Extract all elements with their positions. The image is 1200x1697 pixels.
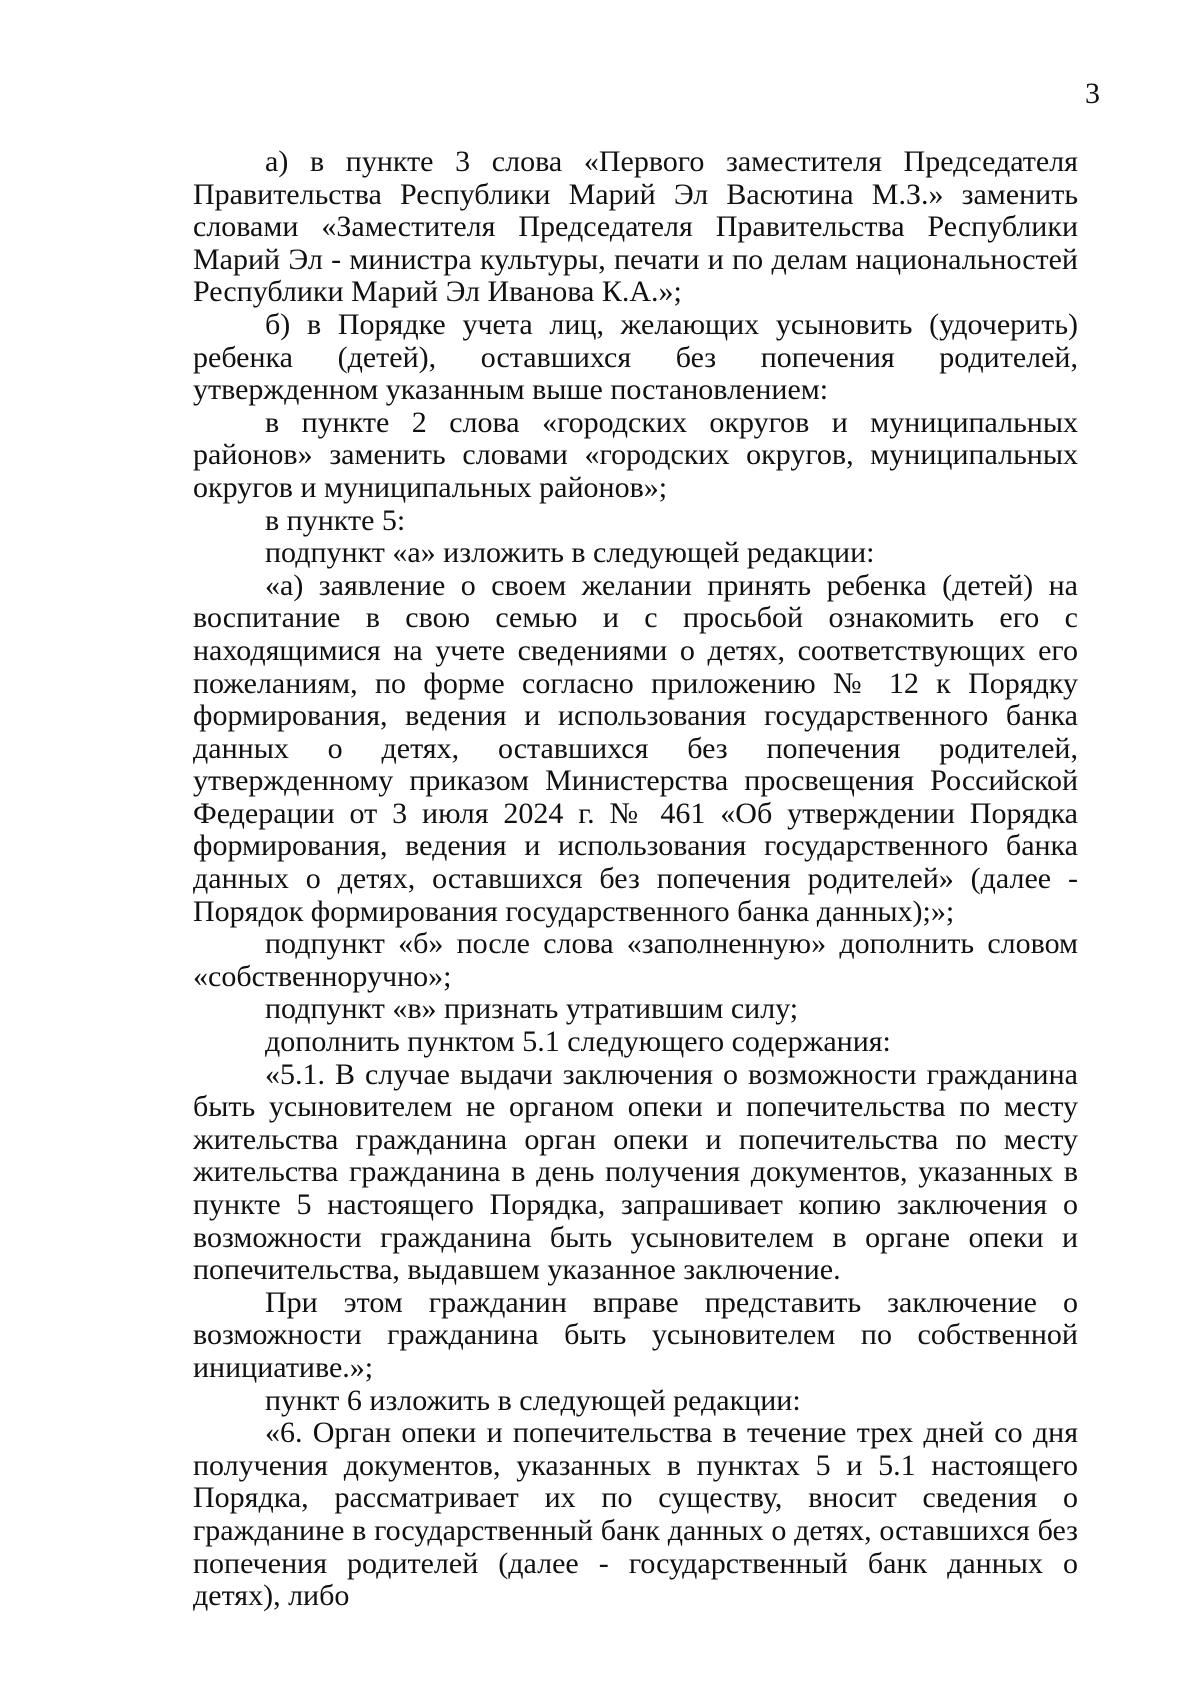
paragraph-point-5-1-text: «5.1. В случае выдачи заключения о возможности гражданина быть усыновителем не органом опеки и попечительства по месту жительства гражданина орган опеки и попечительства по месту жительства гражданина в день получения документов, указанных в пункте 5 настоящего Порядка, запрашивает копию заключения о возможности гражданина быть усыновителем в органе опеки и попечительства, выдавшем указанное заключение. — [193, 1057, 1078, 1287]
paragraph-subpoint-b: подпункт «б» после слова «заполненную» дополнить словом «собственноручно»; — [193, 927, 1078, 993]
paragraph-amendment-b: б) в Порядке учета лиц, желающих усыновить (удочерить) ребенка (детей), оставшихся без попечения родителей, утвержденном указанным выше постановлением: — [193, 307, 1078, 407]
paragraph-point-5: в пункте 5: — [265, 503, 406, 537]
paragraph-add-point-5-1: дополнить пунктом 5.1 следующего содержания: — [265, 1025, 891, 1059]
paragraph-point-6-text: «6. Орган опеки и попечительства в течение трех дней со дня получения документов, указанных в пунктах 5 и 5.1 настоящего Порядка, рассматривает их по существу, вносит сведения о гражданине в государственный банк данных о детях, оставшихся без попечения родителей (далее - государственный банк данных о детях), либо — [193, 1416, 1078, 1613]
paragraph-amendment-a: а) в пункте 3 слова «Первого заместителя Председателя Правительства Республики Марий Эл Васютина М.З.» заменить словами «Заместителя Председателя Правительства Республики Марий Эл - министра культуры, печати и по делам национальностей Республики Марий Эл Иванова К.А.»; — [193, 145, 1078, 309]
page-number: 3 — [1085, 77, 1100, 110]
paragraph-subpoint-v: подпункт «в» признать утратившим силу; — [265, 992, 799, 1026]
paragraph-point-6-intro: пункт 6 изложить в следующей редакции: — [265, 1383, 801, 1417]
paragraph-point-5-1-continued: При этом гражданин вправе представить заключение о возможности гражданина быть усыновителем по собственной инициативе.»; — [193, 1285, 1078, 1384]
paragraph-subpoint-a-intro: подпункт «а» изложить в следующей редакции: — [265, 536, 875, 570]
paragraph-point-2: в пункте 2 слова «городских округов и муниципальных районов» заменить словами «городских округов, муниципальных округов и муниципальных районов»; — [193, 405, 1078, 504]
paragraph-subpoint-a-text: «а) заявление о своем желании принять ребенка (детей) на воспитание в свою семью и с просьбой ознакомить его с находящимися на учете сведениями о детях, соответствующих его пожеланиям, по форме согласно приложению № 12 к Порядку формирования, ведения и использования государственного банка данных о детях, оставшихся без попечения родителей, утвержденному приказом Министерства просвещения Российской Федерации от 3 июля 2024 г. № 461 «Об утверждении Порядка формирования, ведения и использования государственного банка данных о детях, оставшихся без попечения родителей» (далее - Порядок формирования государственного банка данных);»; — [193, 568, 1078, 928]
document-body — [193, 146, 1078, 1613]
